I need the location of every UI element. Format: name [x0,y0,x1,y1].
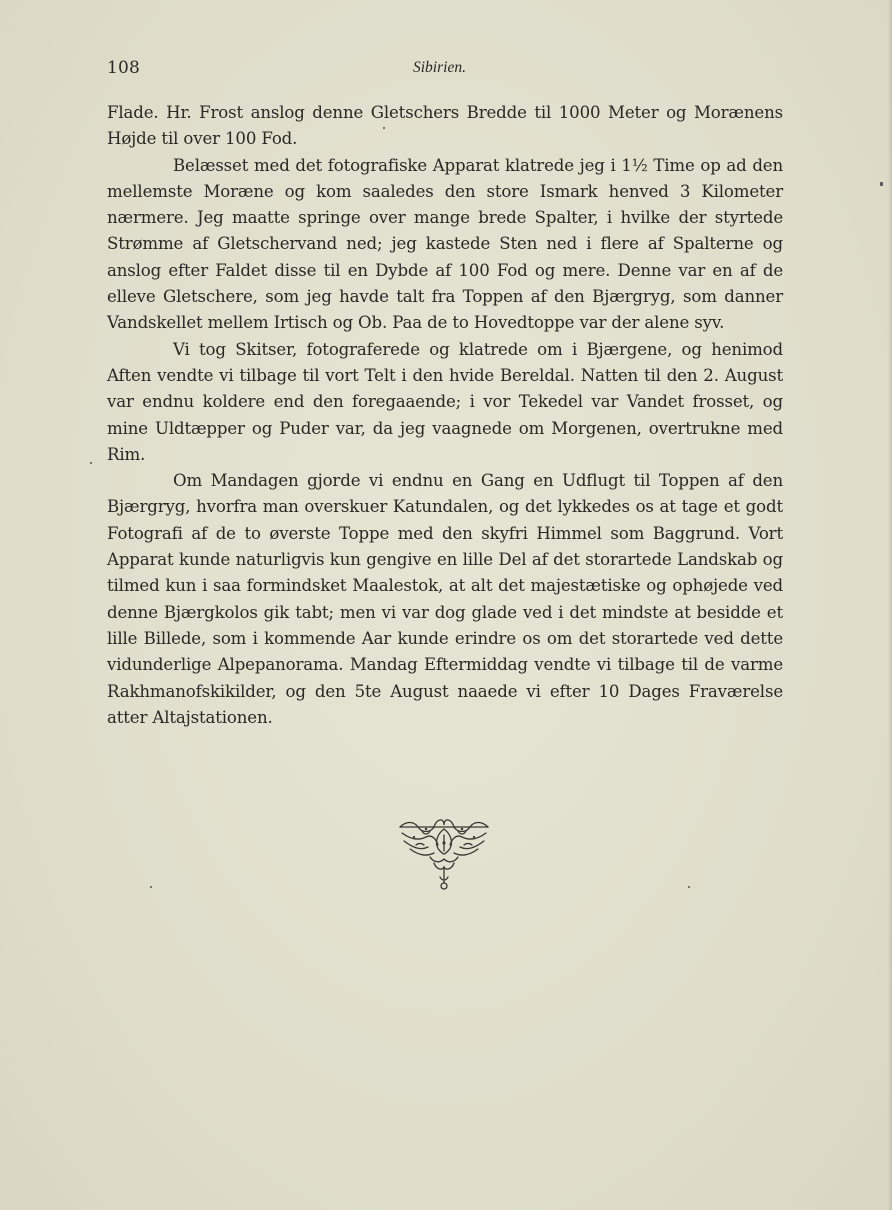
page-number: 108 [107,58,141,78]
page-edge-shadow [888,0,892,1210]
paragraph-3: Vi tog Skitser, fotograferede og klatrede om i Bjærgene, og henimod Aften vendte vi tilbage til vort Telt i den hvide Bereldal. Natten til den 2. August var endnu koldere end den foregaaende; i vor Tekedel var Vandet frosset, og mine Uldtæpper og Puder var, da jeg vaagnede om Morgenen, overtrukne med Rim. [107,339,783,464]
paragraph-4: Om Mandagen gjorde vi endnu en Gang en Udflugt til Toppen af den Bjærgryg, hvorfra man overskuer Katundalen, og det lykkedes os at tage et godt Fotografi af de to øverste Toppe med den skyfri Himmel som Baggrund. Vort Apparat kunde naturligvis kun gengive en lille Del af det storartede Landskab og tilmed kun i saa formindsket Maalestok, at alt det majestætiske og ophøjede ved denne Bjærgkolos gik tabt; men vi var dog glade ved i det mindste at besidde et lille Billede, som i kommende Aar kunde erindre os om det storartede ved dette vidunderlige Alpepanorama. Mandag Eftermiddag vendte vi tilbage til de varme Rakhmanofskikilder, og den 5te August naaede vi efter 10 Dages Fraværelse atter Altajstationen. [107,471,783,727]
paper-speck [150,886,152,888]
running-title: Sibirien. [413,59,466,76]
paper-speck [880,182,883,186]
paper-speck [383,127,385,129]
floral-ornament-icon [396,817,492,891]
page-header [107,58,783,82]
paper-speck [688,886,690,888]
paragraph-1: Flade. Hr. Frost anslog denne Gletschers Bredde til 1000 Meter og Morænens Højde til over 100 Fod. [107,103,783,149]
body-text [107,100,783,731]
paper-speck [90,462,92,464]
paragraph-2: Belæsset med det fotografiske Apparat klatrede jeg i 1½ Time op ad den mellemste Moræne og kom saaledes den store Ismark henved 3 Kilometer nærmere. Jeg maatte springe over mange brede Spalter, i hvilke der styrtede Strømme af Gletschervand ned; jeg kastede Sten ned i flere af Spalterne og anslog efter Faldet disse til en Dybde af 100 Fod og mere. Denne var en af de elleve Gletschere, som jeg havde talt fra Toppen af den Bjærgryg, som danner Vandskellet mellem Irtisch og Ob. Paa de to Hovedtoppe var der alene syv. [107,155,783,333]
